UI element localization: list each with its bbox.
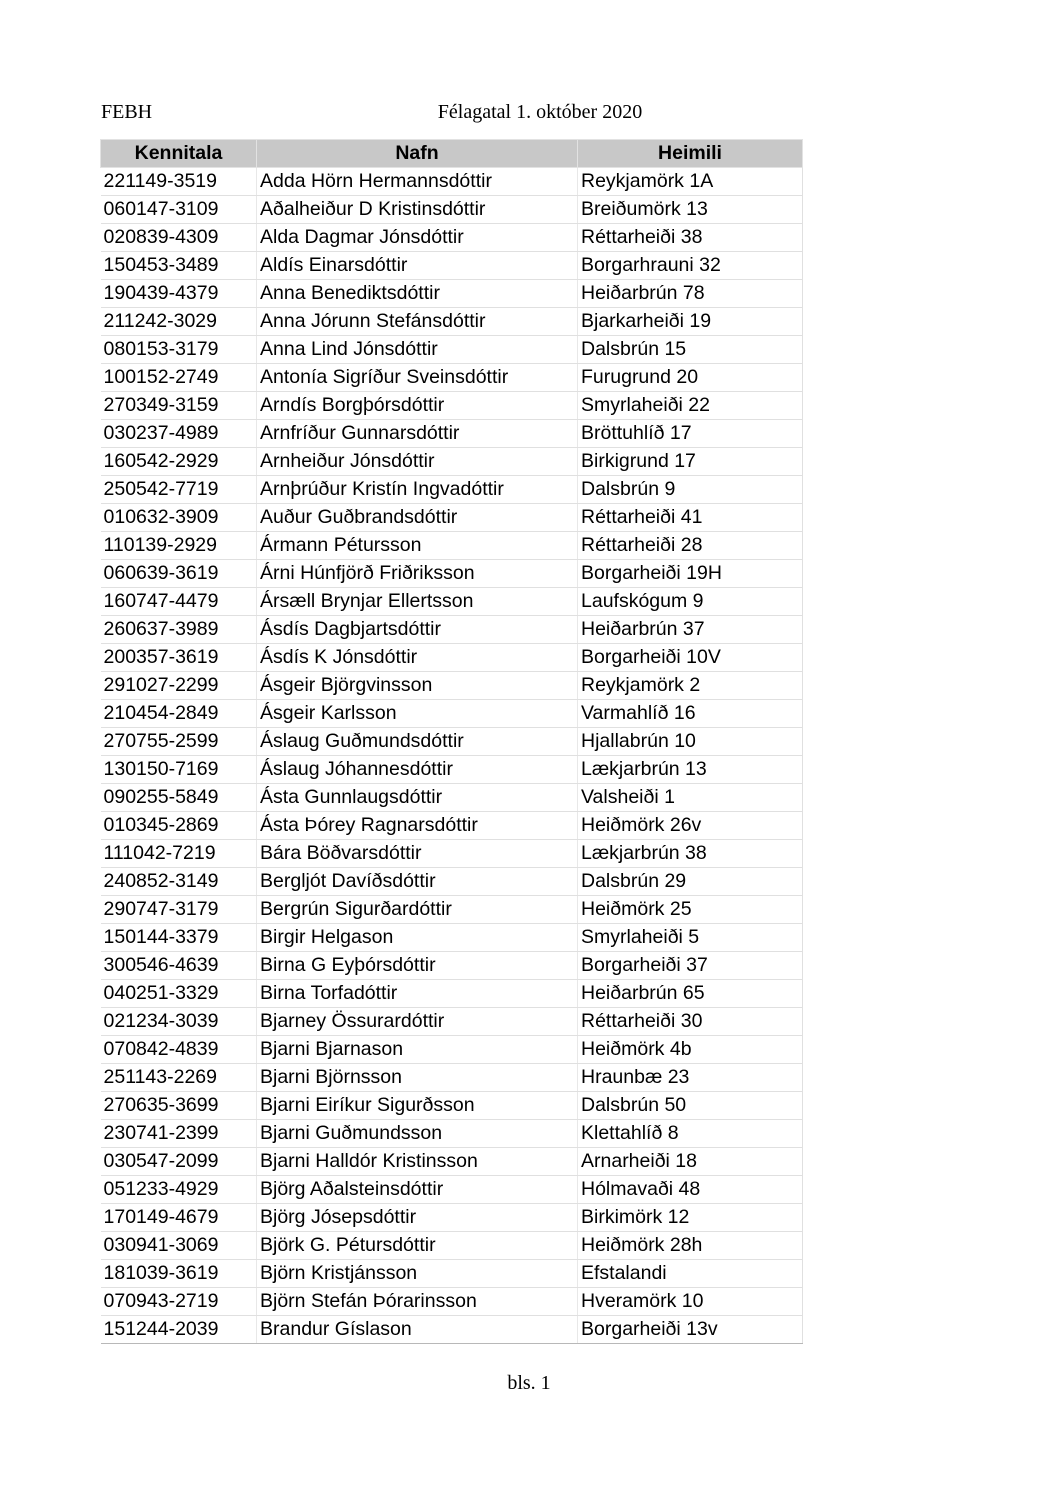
cell-kennitala: 200357-3619	[101, 644, 257, 672]
cell-heimili: Heiðarbrún 65	[578, 980, 803, 1008]
table-row	[101, 1260, 803, 1288]
table-row	[101, 280, 803, 308]
cell-nafn: Aldís Einarsdóttir	[257, 252, 578, 280]
cell-heimili: Heiðarbrún 37	[578, 616, 803, 644]
cell-heimili: Heiðarbrún 78	[578, 280, 803, 308]
cell-nafn: Aðalheiður D Kristinsdóttir	[257, 196, 578, 224]
table-row	[101, 364, 803, 392]
table-row	[101, 1036, 803, 1064]
cell-nafn: Arnþrúður Kristín Ingvadóttir	[257, 476, 578, 504]
table-row	[101, 504, 803, 532]
table-row	[101, 1148, 803, 1176]
table-body	[101, 168, 803, 1344]
cell-nafn: Ársæll Brynjar Ellertsson	[257, 588, 578, 616]
cell-kennitala: 151244-2039	[101, 1316, 257, 1344]
cell-kennitala: 270755-2599	[101, 728, 257, 756]
cell-kennitala: 210454-2849	[101, 700, 257, 728]
table-row	[101, 532, 803, 560]
cell-nafn: Bára Böðvarsdóttir	[257, 840, 578, 868]
cell-kennitala: 090255-5849	[101, 784, 257, 812]
cell-kennitala: 130150-7169	[101, 756, 257, 784]
cell-nafn: Birna Torfadóttir	[257, 980, 578, 1008]
cell-kennitala: 060639-3619	[101, 560, 257, 588]
table-row	[101, 700, 803, 728]
cell-heimili: Lækjarbrún 38	[578, 840, 803, 868]
table-row	[101, 252, 803, 280]
cell-nafn: Björn Stefán Þórarinsson	[257, 1288, 578, 1316]
cell-kennitala: 100152-2749	[101, 364, 257, 392]
cell-nafn: Bjarney Össurardóttir	[257, 1008, 578, 1036]
cell-kennitala: 150144-3379	[101, 924, 257, 952]
column-header-kennitala: Kennitala	[101, 140, 257, 168]
table-row	[101, 1064, 803, 1092]
cell-kennitala: 030547-2099	[101, 1148, 257, 1176]
cell-heimili: Bjarkarheiði 19	[578, 308, 803, 336]
cell-nafn: Ármann Pétursson	[257, 532, 578, 560]
cell-kennitala: 250542-7719	[101, 476, 257, 504]
table-row	[101, 448, 803, 476]
cell-heimili: Borgarheiði 10V	[578, 644, 803, 672]
cell-kennitala: 080153-3179	[101, 336, 257, 364]
cell-nafn: Björn Kristjánsson	[257, 1260, 578, 1288]
cell-kennitala: 111042-7219	[101, 840, 257, 868]
cell-heimili: Heiðmörk 25	[578, 896, 803, 924]
table-row	[101, 616, 803, 644]
cell-kennitala: 010632-3909	[101, 504, 257, 532]
table-row	[101, 588, 803, 616]
cell-nafn: Björg Aðalsteinsdóttir	[257, 1176, 578, 1204]
cell-heimili: Borgarheiði 19H	[578, 560, 803, 588]
cell-heimili: Réttarheiði 38	[578, 224, 803, 252]
cell-heimili: Bröttuhlíð 17	[578, 420, 803, 448]
cell-heimili: Furugrund 20	[578, 364, 803, 392]
cell-heimili: Hveramörk 10	[578, 1288, 803, 1316]
table-row	[101, 1316, 803, 1344]
cell-heimili: Breiðumörk 13	[578, 196, 803, 224]
cell-nafn: Bjarni Björnsson	[257, 1064, 578, 1092]
cell-kennitala: 150453-3489	[101, 252, 257, 280]
column-header-nafn: Nafn	[257, 140, 578, 168]
cell-nafn: Arndís Borgþórsdóttir	[257, 392, 578, 420]
cell-heimili: Borgarhrauni 32	[578, 252, 803, 280]
table-row	[101, 168, 803, 196]
table-row	[101, 308, 803, 336]
cell-nafn: Anna Lind Jónsdóttir	[257, 336, 578, 364]
table-row	[101, 728, 803, 756]
cell-heimili: Dalsbrún 29	[578, 868, 803, 896]
cell-kennitala: 010345-2869	[101, 812, 257, 840]
cell-heimili: Smyrlaheiði 5	[578, 924, 803, 952]
cell-nafn: Brandur Gíslason	[257, 1316, 578, 1344]
cell-heimili: Hjallabrún 10	[578, 728, 803, 756]
column-header-heimili: Heimili	[578, 140, 803, 168]
table-row	[101, 1092, 803, 1120]
cell-kennitala: 170149-4679	[101, 1204, 257, 1232]
organization-label: FEBH	[101, 101, 153, 123]
table-row	[101, 980, 803, 1008]
cell-nafn: Bjarni Eiríkur Sigurðsson	[257, 1092, 578, 1120]
cell-kennitala: 190439-4379	[101, 280, 257, 308]
cell-heimili: Valsheiði 1	[578, 784, 803, 812]
table-row	[101, 1120, 803, 1148]
cell-heimili: Réttarheiði 30	[578, 1008, 803, 1036]
cell-kennitala: 070842-4839	[101, 1036, 257, 1064]
table-row	[101, 924, 803, 952]
cell-kennitala: 240852-3149	[101, 868, 257, 896]
cell-heimili: Borgarheiði 13v	[578, 1316, 803, 1344]
cell-kennitala: 260637-3989	[101, 616, 257, 644]
table-row	[101, 812, 803, 840]
document-title: Félagatal 1. október 2020	[437, 101, 643, 123]
cell-heimili: Dalsbrún 50	[578, 1092, 803, 1120]
cell-heimili: Birkimörk 12	[578, 1204, 803, 1232]
table-row	[101, 560, 803, 588]
cell-heimili: Reykjamörk 2	[578, 672, 803, 700]
cell-heimili: Réttarheiði 28	[578, 532, 803, 560]
cell-nafn: Bergljót Davíðsdóttir	[257, 868, 578, 896]
cell-kennitala: 020839-4309	[101, 224, 257, 252]
cell-nafn: Birgir Helgason	[257, 924, 578, 952]
cell-kennitala: 230741-2399	[101, 1120, 257, 1148]
cell-nafn: Bjarni Bjarnason	[257, 1036, 578, 1064]
cell-heimili: Dalsbrún 9	[578, 476, 803, 504]
cell-nafn: Anna Jórunn Stefánsdóttir	[257, 308, 578, 336]
cell-heimili: Efstalandi	[578, 1260, 803, 1288]
cell-nafn: Ásta Þórey Ragnarsdóttir	[257, 812, 578, 840]
cell-heimili: Lækjarbrún 13	[578, 756, 803, 784]
cell-nafn: Anna Benediktsdóttir	[257, 280, 578, 308]
cell-heimili: Réttarheiði 41	[578, 504, 803, 532]
cell-nafn: Auður Guðbrandsdóttir	[257, 504, 578, 532]
cell-nafn: Antonía Sigríður Sveinsdóttir	[257, 364, 578, 392]
table-row	[101, 1288, 803, 1316]
cell-heimili: Varmahlíð 16	[578, 700, 803, 728]
cell-kennitala: 110139-2929	[101, 532, 257, 560]
cell-kennitala: 290747-3179	[101, 896, 257, 924]
header-row	[101, 140, 803, 168]
member-table	[100, 139, 803, 1344]
cell-heimili: Hraunbæ 23	[578, 1064, 803, 1092]
cell-kennitala: 021234-3039	[101, 1008, 257, 1036]
table-row	[101, 672, 803, 700]
table-row	[101, 1232, 803, 1260]
cell-heimili: Smyrlaheiði 22	[578, 392, 803, 420]
cell-nafn: Arnfríður Gunnarsdóttir	[257, 420, 578, 448]
cell-heimili: Heiðmörk 4b	[578, 1036, 803, 1064]
cell-heimili: Reykjamörk 1A	[578, 168, 803, 196]
cell-kennitala: 030237-4989	[101, 420, 257, 448]
cell-kennitala: 060147-3109	[101, 196, 257, 224]
cell-nafn: Björk G. Pétursdóttir	[257, 1232, 578, 1260]
cell-kennitala: 030941-3069	[101, 1232, 257, 1260]
cell-nafn: Adda Hörn Hermannsdóttir	[257, 168, 578, 196]
table-row	[101, 868, 803, 896]
cell-nafn: Birna G Eyþórsdóttir	[257, 952, 578, 980]
cell-nafn: Bergrún Sigurðardóttir	[257, 896, 578, 924]
table-row	[101, 420, 803, 448]
cell-kennitala: 221149-3519	[101, 168, 257, 196]
table-row	[101, 644, 803, 672]
table-row	[101, 224, 803, 252]
cell-kennitala: 291027-2299	[101, 672, 257, 700]
table-row	[101, 784, 803, 812]
cell-heimili: Klettahlíð 8	[578, 1120, 803, 1148]
cell-heimili: Arnarheiði 18	[578, 1148, 803, 1176]
cell-kennitala: 070943-2719	[101, 1288, 257, 1316]
cell-nafn: Bjarni Halldór Kristinsson	[257, 1148, 578, 1176]
table-row	[101, 1008, 803, 1036]
cell-nafn: Bjarni Guðmundsson	[257, 1120, 578, 1148]
cell-kennitala: 300546-4639	[101, 952, 257, 980]
table-row	[101, 756, 803, 784]
cell-kennitala: 270635-3699	[101, 1092, 257, 1120]
cell-nafn: Áslaug Guðmundsdóttir	[257, 728, 578, 756]
cell-nafn: Ásdís Dagbjartsdóttir	[257, 616, 578, 644]
table-row	[101, 896, 803, 924]
cell-nafn: Árni Húnfjörð Friðriksson	[257, 560, 578, 588]
cell-heimili: Borgarheiði 37	[578, 952, 803, 980]
cell-kennitala: 181039-3619	[101, 1260, 257, 1288]
cell-nafn: Ásta Gunnlaugsdóttir	[257, 784, 578, 812]
cell-kennitala: 160747-4479	[101, 588, 257, 616]
table-row	[101, 1176, 803, 1204]
cell-nafn: Arnheiður Jónsdóttir	[257, 448, 578, 476]
cell-kennitala: 051233-4929	[101, 1176, 257, 1204]
cell-kennitala: 251143-2269	[101, 1064, 257, 1092]
cell-kennitala: 160542-2929	[101, 448, 257, 476]
cell-heimili: Heiðmörk 28h	[578, 1232, 803, 1260]
table-row	[101, 392, 803, 420]
table-header	[101, 140, 803, 168]
cell-heimili: Heiðmörk 26v	[578, 812, 803, 840]
cell-nafn: Ásgeir Björgvinsson	[257, 672, 578, 700]
cell-kennitala: 270349-3159	[101, 392, 257, 420]
table-row	[101, 196, 803, 224]
table-row	[101, 840, 803, 868]
cell-nafn: Alda Dagmar Jónsdóttir	[257, 224, 578, 252]
cell-nafn: Ásgeir Karlsson	[257, 700, 578, 728]
cell-kennitala: 211242-3029	[101, 308, 257, 336]
table-row	[101, 952, 803, 980]
table-row	[101, 336, 803, 364]
cell-heimili: Hólmavaði 48	[578, 1176, 803, 1204]
cell-nafn: Áslaug Jóhannesdóttir	[257, 756, 578, 784]
table-row	[101, 1204, 803, 1232]
cell-kennitala: 040251-3329	[101, 980, 257, 1008]
cell-nafn: Ásdís K Jónsdóttir	[257, 644, 578, 672]
table-row	[101, 476, 803, 504]
cell-heimili: Birkigrund 17	[578, 448, 803, 476]
cell-heimili: Dalsbrún 15	[578, 336, 803, 364]
cell-heimili: Laufskógum 9	[578, 588, 803, 616]
page-number: bls. 1	[507, 1372, 551, 1394]
cell-nafn: Björg Jósepsdóttir	[257, 1204, 578, 1232]
